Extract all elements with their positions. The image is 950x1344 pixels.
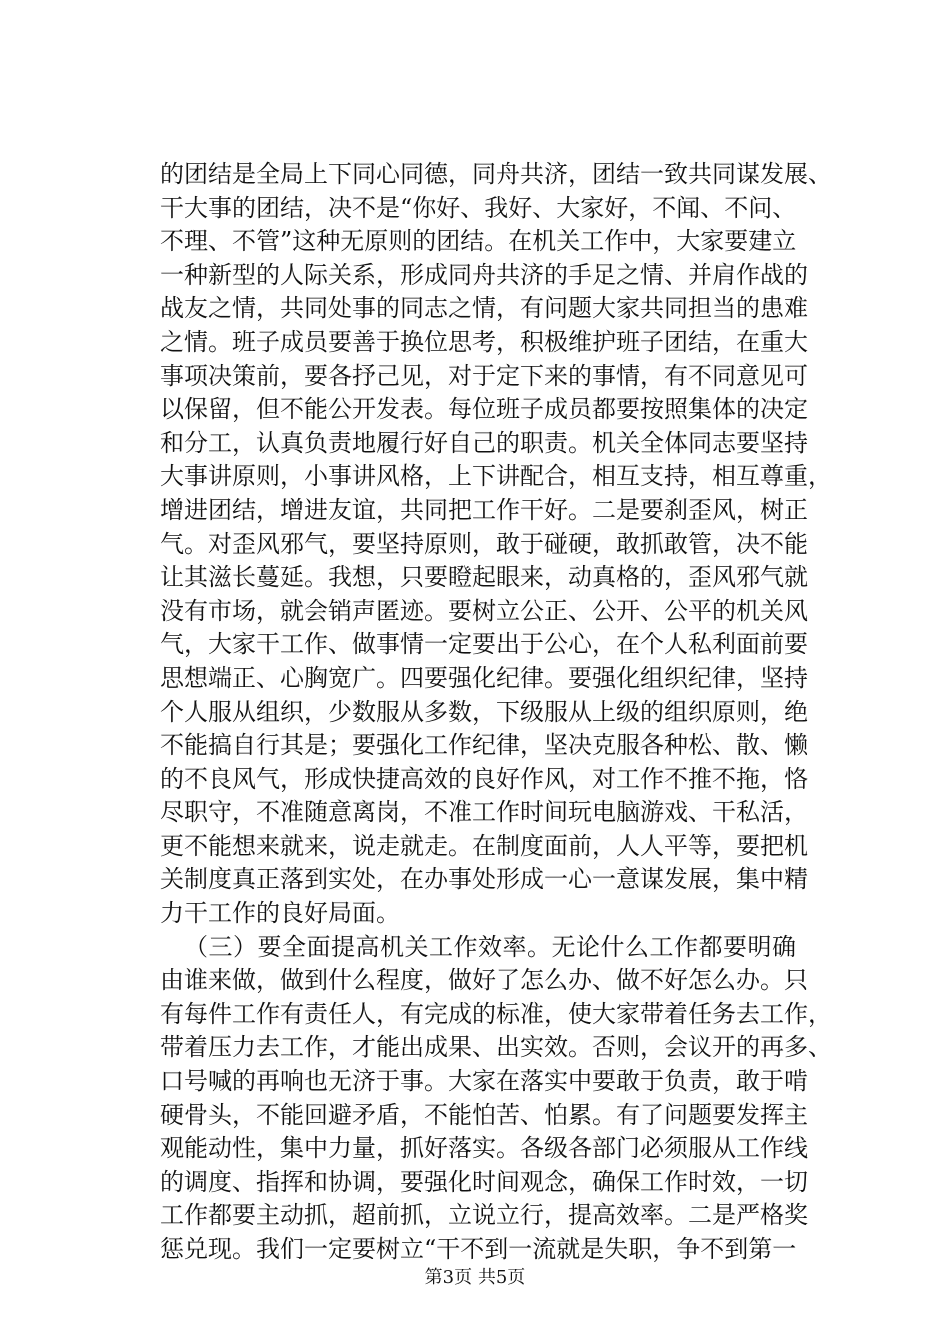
text-line: 带着压力去工作，才能出成果、出实效。否则，会议开的再多、 (160, 1033, 832, 1062)
text-line: 以保留，但不能公开发表。每位班子成员都要按照集体的决定 (160, 395, 808, 424)
text-line: 的调度、指挥和协调，要强化时间观念，确保工作时效，一切 (160, 1167, 808, 1196)
text-line: 一种新型的人际关系，形成同舟共济的手足之情、并肩作战的 (160, 260, 808, 289)
paragraph-end-line: 力干工作的良好局面。 (160, 899, 400, 928)
text-line: 和分工，认真负责地履行好自己的职责。机关全体同志要坚持 (160, 428, 808, 457)
page-footer (0, 1266, 950, 1290)
text-line: 有每件工作有责任人，有完成的标准，使大家带着任务去工作， (160, 999, 832, 1028)
text-line: 气，大家干工作、做事情一定要出于公心，在个人私利面前要 (160, 630, 808, 659)
text-line: 口号喊的再响也无济于事。大家在落实中要敢于负责，敢于啃 (160, 1067, 808, 1096)
text-line: 气。对歪风邪气，要坚持原则，敢于碰硬，敢抓敢管，决不能 (160, 529, 808, 558)
text-line: 尽职守，不准随意离岗，不准工作时间玩电脑游戏、干私活， (160, 798, 808, 827)
text-line: 的团结是全局上下同心同德，同舟共济，团结一致共同谋发展、 (160, 160, 832, 188)
text-line: 没有市场，就会销声匿迹。要树立公正、公开、公平的机关风 (160, 596, 808, 625)
text-line: 的不良风气，形成快捷高效的良好作风，对工作不推不拖，恪 (160, 764, 808, 793)
text-line: 更不能想来就来，说走就走。在制度面前，人人平等，要把机 (160, 831, 808, 860)
text-line: 战友之情，共同处事的同志之情，有问题大家共同担当的患难 (160, 294, 808, 323)
text-line: 不能搞自行其是；要强化工作纪律，坚决克服各种松、散、懒 (160, 731, 808, 760)
text-line: 大事讲原则，小事讲风格，上下讲配合，相互支持，相互尊重， (160, 462, 832, 491)
text-line: 让其滋长蔓延。我想，只要瞪起眼来，动真格的，歪风邪气就 (160, 563, 808, 592)
page-number: 第3页 共5页 (424, 1267, 526, 1288)
text-line: 之情。班子成员要善于换位思考，积极维护班子团结，在重大 (160, 327, 808, 356)
text-line: 关制度真正落到实处，在办事处形成一心一意谋发展，集中精 (160, 865, 808, 894)
text-line: 个人服从组织，少数服从多数，下级服从上级的组织原则，绝 (160, 697, 808, 726)
text-line: 干大事的团结，决不是“你好、我好、大家好，不闻、不问、 (160, 193, 797, 222)
text-line: 由谁来做，做到什么程度，做好了怎么办、做不好怎么办。只 (160, 966, 808, 995)
text-line: 思想端正、心胸宽广。四要强化纪律。要强化组织纪律，坚持 (160, 663, 808, 692)
body-text (160, 158, 832, 1267)
text-line: 硬骨头，不能回避矛盾，不能怕苦、怕累。有了问题要发挥主 (160, 1100, 808, 1129)
section-heading-line: （三）要全面提高机关工作效率。无论什么工作都要明确 (184, 932, 796, 961)
text-line: 不理、不管”这种无原则的团结。在机关工作中，大家要建立 (160, 227, 797, 256)
text-line: 事项决策前，要各抒己见，对于定下来的事情，有不同意见可 (160, 361, 808, 390)
text-line: 惩兑现。我们一定要树立“干不到一流就是失职，争不到第一 (160, 1235, 797, 1263)
text-line: 工作都要主动抓，超前抓，立说立行，提高效率。二是严格奖 (160, 1201, 808, 1230)
text-line: 增进团结，增进友谊，共同把工作干好。二是要刹歪风，树正 (160, 495, 808, 524)
text-line: 观能动性，集中力量，抓好落实。各级各部门必须服从工作线 (160, 1134, 808, 1163)
